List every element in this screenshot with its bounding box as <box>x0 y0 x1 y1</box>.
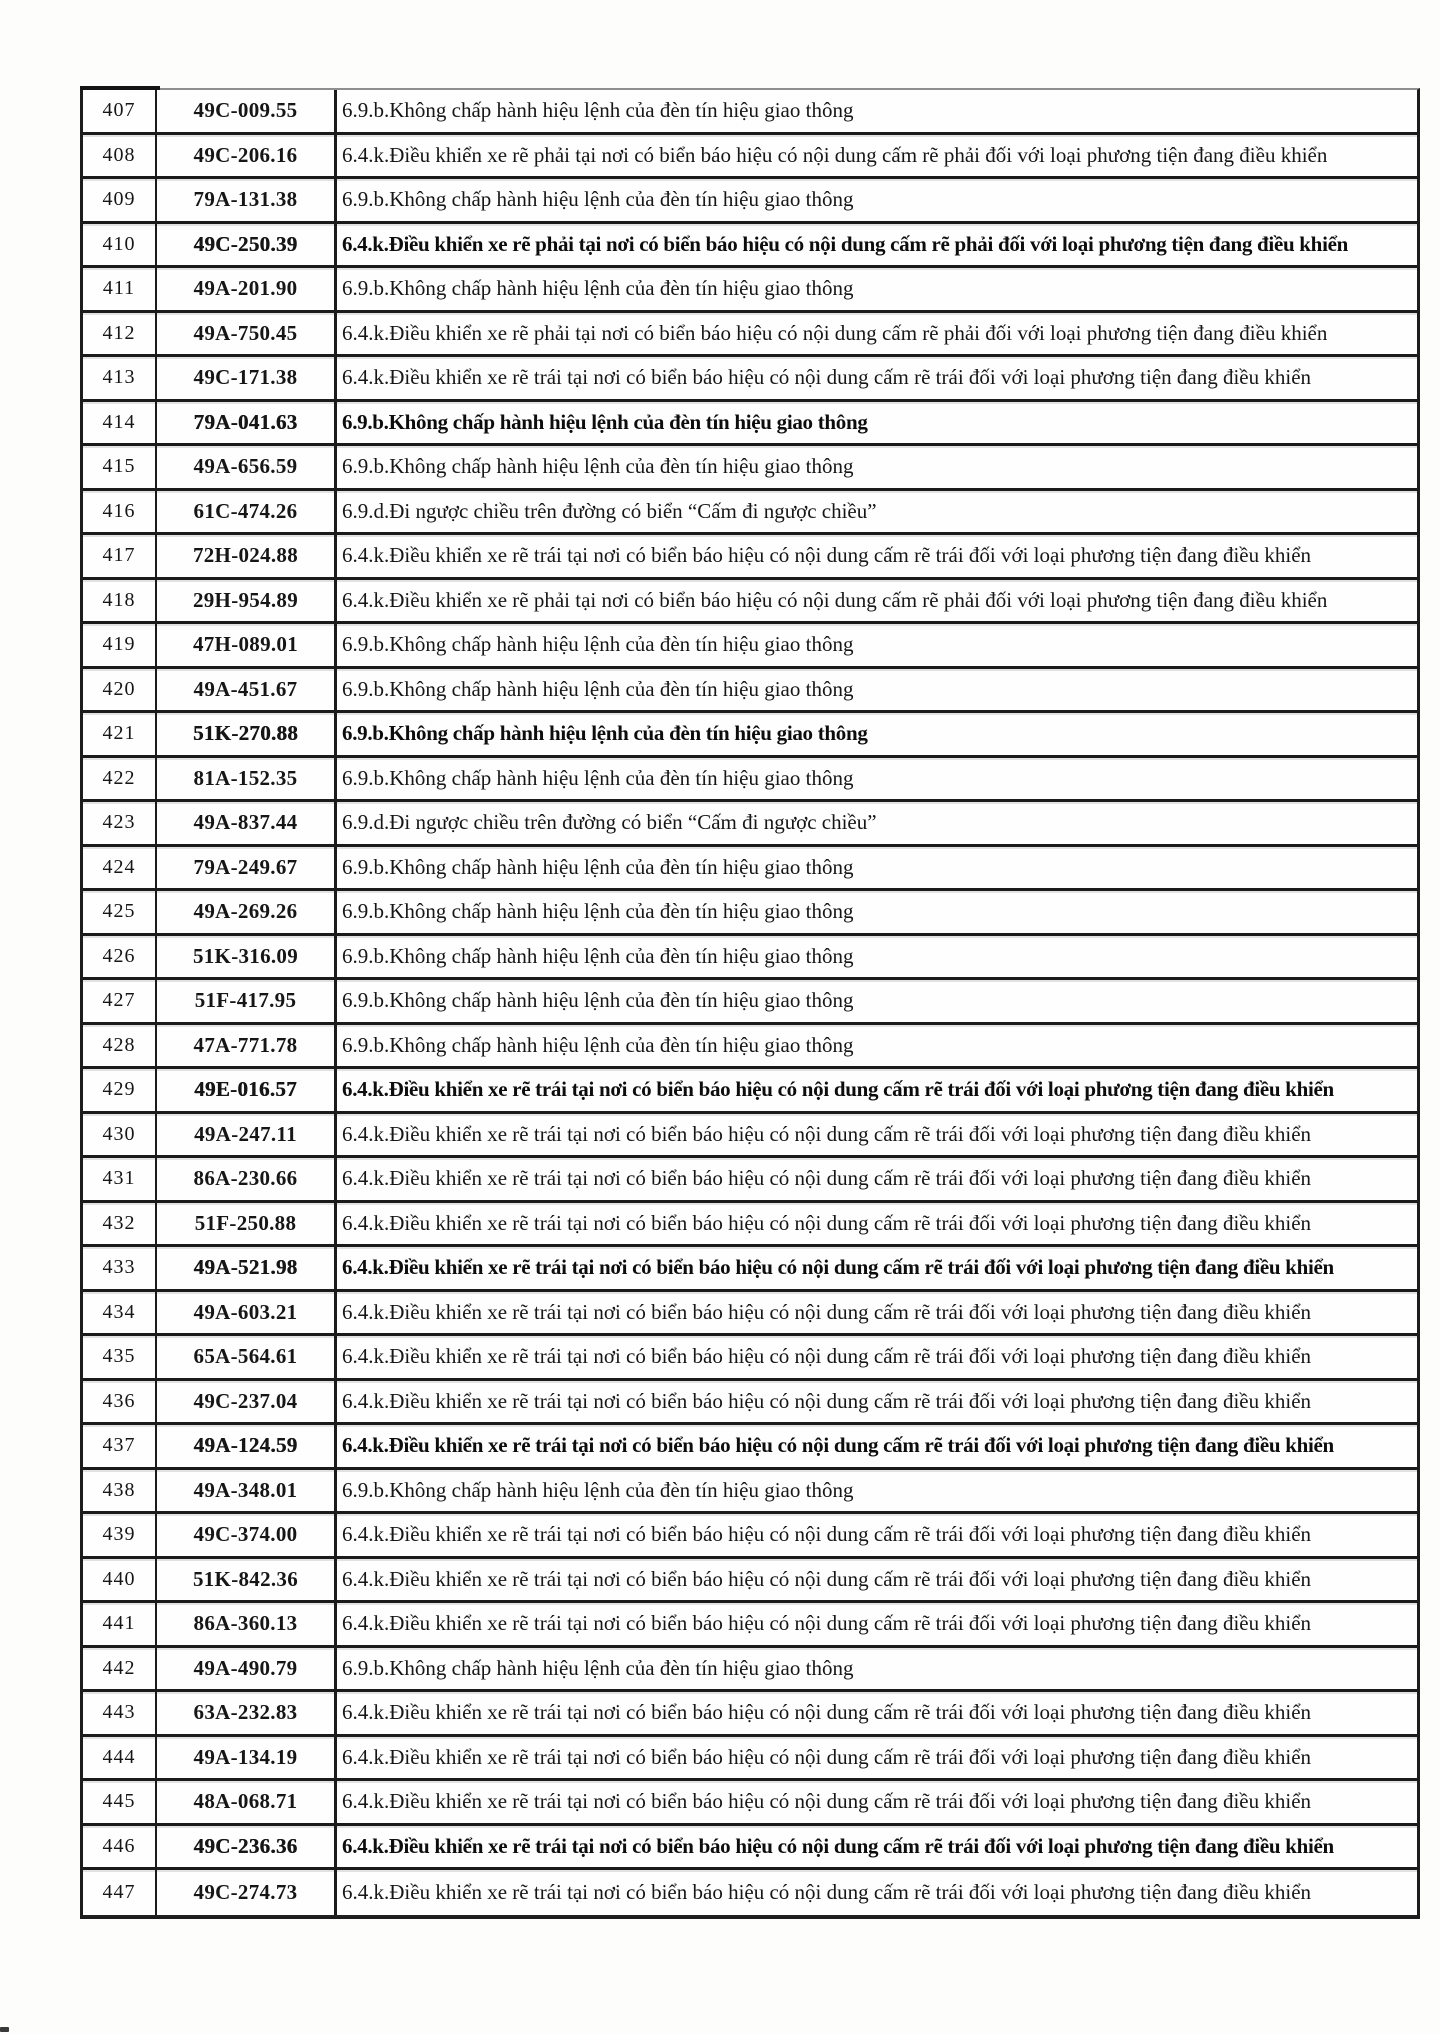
row-number: 426 <box>102 944 136 967</box>
violation-cell <box>337 1069 1417 1111</box>
plate-cell <box>157 1603 337 1645</box>
row-number: 444 <box>102 1745 136 1768</box>
row-number: 439 <box>102 1523 136 1546</box>
violation-cell <box>337 1870 1417 1915</box>
plate-cell <box>157 1425 337 1467</box>
plate-number: 49A-134.19 <box>193 1744 298 1769</box>
row-number-cell <box>83 1603 157 1645</box>
violation-cell <box>337 224 1417 266</box>
violation-text: 6.4.k.Điều khiển xe rẽ trái tại nơi có biển báo hiệu có nội dung cấm rẽ trái đối với loại phương tiện đang điều khiển <box>342 1744 1312 1769</box>
plate-cell <box>157 446 337 488</box>
row-number-cell <box>83 1203 157 1245</box>
plate-cell <box>157 1559 337 1601</box>
row-number: 412 <box>102 321 136 344</box>
table-row <box>83 1425 1417 1470</box>
violation-text: 6.4.k.Điều khiển xe rẽ trái tại nơi có biển báo hiệu có nội dung cấm rẽ trái đối với loại phương tiện đang điều khiển <box>342 1121 1312 1146</box>
row-number: 407 <box>102 99 136 122</box>
violation-text: 6.9.b.Không chấp hành hiệu lệnh của đèn tín hiệu giao thông <box>342 765 854 790</box>
plate-cell <box>157 268 337 310</box>
violation-text: 6.9.b.Không chấp hành hiệu lệnh của đèn tín hiệu giao thông <box>342 988 854 1013</box>
table-row <box>83 580 1417 625</box>
row-number: 429 <box>102 1078 136 1101</box>
violation-cell <box>337 758 1417 800</box>
plate-number: 49A-124.59 <box>193 1433 298 1458</box>
violation-cell <box>337 580 1417 622</box>
plate-number: 61C-474.26 <box>193 498 298 523</box>
plate-cell <box>157 402 337 444</box>
violation-cell <box>337 268 1417 310</box>
plate-number: 49A-521.98 <box>193 1255 298 1280</box>
violation-text: 6.4.k.Điều khiển xe rẽ trái tại nơi có biển báo hiệu có nội dung cấm rẽ trái đối với loại phương tiện đang điều khiển <box>342 1255 1334 1280</box>
violation-text: 6.9.b.Không chấp hành hiệu lệnh của đèn tín hiệu giao thông <box>342 409 868 434</box>
row-number: 436 <box>102 1389 136 1412</box>
row-number-cell <box>83 535 157 577</box>
violation-text: 6.9.d.Đi ngược chiều trên đường có biển “Cấm đi ngược chiều” <box>342 498 877 523</box>
table-row <box>83 357 1417 402</box>
violation-table <box>80 88 1420 1919</box>
row-number-cell <box>83 713 157 755</box>
row-number-cell <box>83 1247 157 1289</box>
plate-number: 49C-250.39 <box>193 231 298 256</box>
violation-text: 6.9.b.Không chấp hành hiệu lệnh của đèn tín hiệu giao thông <box>342 632 854 657</box>
row-number: 409 <box>102 188 136 211</box>
row-number-cell <box>83 1425 157 1467</box>
row-number-cell <box>83 1292 157 1334</box>
plate-number: 86A-230.66 <box>193 1166 298 1191</box>
violation-cell <box>337 1514 1417 1556</box>
row-number: 447 <box>102 1880 136 1903</box>
violation-text: 6.4.k.Điều khiển xe rẽ trái tại nơi có biển báo hiệu có nội dung cấm rẽ trái đối với loại phương tiện đang điều khiển <box>342 1344 1312 1369</box>
row-number-cell <box>83 1559 157 1601</box>
row-number-cell <box>83 179 157 221</box>
plate-cell <box>157 758 337 800</box>
table-row <box>83 847 1417 892</box>
plate-number: 49A-348.01 <box>193 1477 298 1502</box>
violation-text: 6.9.b.Không chấp hành hiệu lệnh của đèn tín hiệu giao thông <box>342 276 854 301</box>
violation-cell <box>337 535 1417 577</box>
plate-cell <box>157 90 337 132</box>
table-row <box>83 1247 1417 1292</box>
violation-text: 6.9.b.Không chấp hành hiệu lệnh của đèn tín hiệu giao thông <box>342 187 854 212</box>
violation-text: 6.9.b.Không chấp hành hiệu lệnh của đèn tín hiệu giao thông <box>342 1477 854 1502</box>
violation-cell <box>337 1203 1417 1245</box>
table-row <box>83 446 1417 491</box>
row-number: 422 <box>102 766 136 789</box>
row-number: 435 <box>102 1345 136 1368</box>
row-number-cell <box>83 1737 157 1779</box>
row-number-cell <box>83 1470 157 1512</box>
violation-text: 6.4.k.Điều khiển xe rẽ trái tại nơi có biển báo hiệu có nội dung cấm rẽ trái đối với loại phương tiện đang điều khiển <box>342 1700 1312 1725</box>
plate-cell <box>157 580 337 622</box>
violation-text: 6.9.b.Không chấp hành hiệu lệnh của đèn tín hiệu giao thông <box>342 899 854 924</box>
table-row <box>83 535 1417 580</box>
plate-number: 49A-247.11 <box>194 1121 297 1146</box>
table-row <box>83 1336 1417 1381</box>
plate-cell <box>157 535 337 577</box>
table-row <box>83 1470 1417 1515</box>
plate-cell <box>157 1114 337 1156</box>
violation-cell <box>337 669 1417 711</box>
row-number-cell <box>83 1648 157 1690</box>
plate-cell <box>157 624 337 666</box>
plate-cell <box>157 1870 337 1915</box>
scan-speck <box>0 2027 9 2032</box>
row-number: 418 <box>102 588 136 611</box>
row-number: 433 <box>102 1256 136 1279</box>
violation-cell <box>337 847 1417 889</box>
plate-cell <box>157 313 337 355</box>
plate-number: 49C-236.36 <box>193 1833 298 1858</box>
violation-cell <box>337 624 1417 666</box>
violation-text: 6.4.k.Điều khiển xe rẽ trái tại nơi có biển báo hiệu có nội dung cấm rẽ trái đối với loại phương tiện đang điều khiển <box>342 1522 1312 1547</box>
row-number-cell <box>83 446 157 488</box>
row-number: 414 <box>102 410 136 433</box>
plate-number: 65A-564.61 <box>193 1344 298 1369</box>
plate-number: 49C-274.73 <box>193 1879 298 1904</box>
row-number-cell <box>83 1336 157 1378</box>
violation-text: 6.9.b.Không chấp hành hiệu lệnh của đèn tín hiệu giao thông <box>342 943 854 968</box>
row-number: 423 <box>102 811 136 834</box>
violation-text: 6.4.k.Điều khiển xe rẽ trái tại nơi có biển báo hiệu có nội dung cấm rẽ trái đối với loại phương tiện đang điều khiển <box>342 1833 1334 1858</box>
violation-cell <box>337 446 1417 488</box>
table-row <box>83 1692 1417 1737</box>
row-number: 408 <box>102 143 136 166</box>
violation-cell <box>337 713 1417 755</box>
row-number-cell <box>83 1069 157 1111</box>
row-number: 438 <box>102 1478 136 1501</box>
table-row <box>83 1114 1417 1159</box>
table-row <box>83 1737 1417 1782</box>
row-number: 430 <box>102 1122 136 1145</box>
row-number: 437 <box>102 1434 136 1457</box>
plate-number: 49A-201.90 <box>193 276 298 301</box>
plate-cell <box>157 491 337 533</box>
table-row <box>83 624 1417 669</box>
plate-cell <box>157 1781 337 1823</box>
row-number-cell <box>83 1158 157 1200</box>
table-row <box>83 1781 1417 1826</box>
row-number-cell <box>83 268 157 310</box>
table-row <box>83 1603 1417 1648</box>
violation-text: 6.4.k.Điều khiển xe rẽ trái tại nơi có biển báo hiệu có nội dung cấm rẽ trái đối với loại phương tiện đang điều khiển <box>342 1166 1312 1191</box>
violation-cell <box>337 1114 1417 1156</box>
row-number-cell <box>83 980 157 1022</box>
plate-cell <box>157 669 337 711</box>
plate-number: 47H-089.01 <box>192 632 299 657</box>
plate-number: 63A-232.83 <box>193 1700 298 1725</box>
plate-number: 79A-041.63 <box>193 409 298 434</box>
row-number: 427 <box>102 989 136 1012</box>
row-number: 419 <box>102 633 136 656</box>
violation-text: 6.4.k.Điều khiển xe rẽ phải tại nơi có biển báo hiệu có nội dung cấm rẽ phải đối với loại phương tiện đang điều khiển <box>342 587 1328 612</box>
violation-text: 6.4.k.Điều khiển xe rẽ phải tại nơi có biển báo hiệu có nội dung cấm rẽ phải đối với loại phương tiện đang điều khiển <box>342 320 1328 345</box>
violation-cell <box>337 1336 1417 1378</box>
plate-cell <box>157 1158 337 1200</box>
table-row <box>83 936 1417 981</box>
row-number-cell <box>83 802 157 844</box>
row-number-cell <box>83 847 157 889</box>
violation-cell <box>337 1648 1417 1690</box>
table-row <box>83 758 1417 803</box>
violation-cell <box>337 1158 1417 1200</box>
violation-cell <box>337 1247 1417 1289</box>
plate-number: 49C-171.38 <box>193 365 298 390</box>
plate-number: 49C-206.16 <box>193 142 298 167</box>
violation-text: 6.4.k.Điều khiển xe rẽ trái tại nơi có biển báo hiệu có nội dung cấm rẽ trái đối với loại phương tiện đang điều khiển <box>342 1299 1312 1324</box>
table-row <box>83 1158 1417 1203</box>
table-row <box>83 1381 1417 1426</box>
violation-text: 6.4.k.Điều khiển xe rẽ trái tại nơi có biển báo hiệu có nội dung cấm rẽ trái đối với loại phương tiện đang điều khiển <box>342 1077 1334 1102</box>
violation-cell <box>337 891 1417 933</box>
plate-cell <box>157 224 337 266</box>
plate-cell <box>157 1737 337 1779</box>
table-row <box>83 669 1417 714</box>
row-number: 440 <box>102 1567 136 1590</box>
plate-number: 49C-237.04 <box>193 1388 298 1413</box>
row-number-cell <box>83 135 157 177</box>
violation-cell <box>337 1292 1417 1334</box>
violation-text: 6.4.k.Điều khiển xe rẽ trái tại nơi có biển báo hiệu có nội dung cấm rẽ trái đối với loại phương tiện đang điều khiển <box>342 543 1312 568</box>
violation-cell <box>337 1781 1417 1823</box>
violation-cell <box>337 1470 1417 1512</box>
row-number: 434 <box>102 1300 136 1323</box>
violation-text: 6.4.k.Điều khiển xe rẽ phải tại nơi có biển báo hiệu có nội dung cấm rẽ phải đối với loại phương tiện đang điều khiển <box>342 231 1349 256</box>
row-number: 410 <box>102 232 136 255</box>
row-number: 421 <box>102 722 136 745</box>
plate-cell <box>157 1692 337 1734</box>
row-number-cell <box>83 90 157 132</box>
plate-number: 51K-316.09 <box>192 943 299 968</box>
violation-text: 6.4.k.Điều khiển xe rẽ trái tại nơi có biển báo hiệu có nội dung cấm rẽ trái đối với loại phương tiện đang điều khiển <box>342 1789 1312 1814</box>
plate-number: 49A-750.45 <box>193 320 298 345</box>
plate-number: 79A-249.67 <box>193 854 298 879</box>
plate-cell <box>157 891 337 933</box>
row-number-cell <box>83 1692 157 1734</box>
plate-number: 79A-131.38 <box>193 187 298 212</box>
table-row <box>83 713 1417 758</box>
plate-number: 49A-837.44 <box>193 810 298 835</box>
table-row <box>83 1292 1417 1337</box>
row-number: 425 <box>102 900 136 923</box>
row-number: 442 <box>102 1656 136 1679</box>
row-number-cell <box>83 891 157 933</box>
plate-cell <box>157 1336 337 1378</box>
violation-cell <box>337 357 1417 399</box>
row-number: 420 <box>102 677 136 700</box>
plate-number: 49E-016.57 <box>194 1077 297 1102</box>
violation-cell <box>337 135 1417 177</box>
table-row <box>83 90 1417 135</box>
table-row <box>83 1826 1417 1871</box>
violation-text: 6.9.b.Không chấp hành hiệu lệnh của đèn tín hiệu giao thông <box>342 1655 854 1680</box>
row-number-cell <box>83 1114 157 1156</box>
plate-number: 51F-417.95 <box>194 988 297 1013</box>
row-number-cell <box>83 1826 157 1868</box>
row-number-cell <box>83 402 157 444</box>
plate-cell <box>157 980 337 1022</box>
violation-cell <box>337 313 1417 355</box>
row-number: 431 <box>102 1167 136 1190</box>
plate-number: 49A-656.59 <box>193 454 298 479</box>
row-number-cell <box>83 313 157 355</box>
table-row <box>83 1025 1417 1070</box>
violation-text: 6.4.k.Điều khiển xe rẽ trái tại nơi có biển báo hiệu có nội dung cấm rẽ trái đối với loại phương tiện đang điều khiển <box>342 365 1312 390</box>
violation-text: 6.4.k.Điều khiển xe rẽ trái tại nơi có biển báo hiệu có nội dung cấm rẽ trái đối với loại phương tiện đang điều khiển <box>342 1879 1312 1904</box>
plate-cell <box>157 1069 337 1111</box>
violation-text: 6.9.b.Không chấp hành hiệu lệnh của đèn tín hiệu giao thông <box>342 98 854 123</box>
plate-cell <box>157 1826 337 1868</box>
plate-cell <box>157 357 337 399</box>
row-number-cell <box>83 1781 157 1823</box>
row-number-cell <box>83 1514 157 1556</box>
row-number: 446 <box>102 1834 136 1857</box>
violation-cell <box>337 402 1417 444</box>
plate-cell <box>157 713 337 755</box>
table-row <box>83 1203 1417 1248</box>
plate-number: 49A-269.26 <box>193 899 298 924</box>
violation-text: 6.4.k.Điều khiển xe rẽ trái tại nơi có biển báo hiệu có nội dung cấm rẽ trái đối với loại phương tiện đang điều khiển <box>342 1433 1334 1458</box>
row-number-cell <box>83 758 157 800</box>
row-number-cell <box>83 224 157 266</box>
plate-number: 51F-250.88 <box>194 1210 297 1235</box>
plate-number: 86A-360.13 <box>193 1611 298 1636</box>
row-number: 417 <box>102 544 136 567</box>
violation-cell <box>337 1559 1417 1601</box>
plate-cell <box>157 1514 337 1556</box>
plate-cell <box>157 1247 337 1289</box>
plate-number: 51K-842.36 <box>192 1566 299 1591</box>
plate-number: 72H-024.88 <box>192 543 299 568</box>
violation-text: 6.4.k.Điều khiển xe rẽ trái tại nơi có biển báo hiệu có nội dung cấm rẽ trái đối với loại phương tiện đang điều khiển <box>342 1210 1312 1235</box>
violation-text: 6.9.b.Không chấp hành hiệu lệnh của đèn tín hiệu giao thông <box>342 454 854 479</box>
plate-cell <box>157 1648 337 1690</box>
plate-cell <box>157 179 337 221</box>
row-number: 415 <box>102 455 136 478</box>
row-number-cell <box>83 624 157 666</box>
plate-number: 49A-490.79 <box>193 1655 298 1680</box>
row-number: 428 <box>102 1033 136 1056</box>
table-row <box>83 1870 1417 1915</box>
table-row <box>83 891 1417 936</box>
row-number-cell <box>83 1381 157 1423</box>
violation-cell <box>337 1381 1417 1423</box>
table-row <box>83 224 1417 269</box>
row-number-cell <box>83 669 157 711</box>
violation-text: 6.9.b.Không chấp hành hiệu lệnh của đèn tín hiệu giao thông <box>342 1032 854 1057</box>
violation-cell <box>337 1025 1417 1067</box>
row-number: 445 <box>102 1790 136 1813</box>
table-row <box>83 268 1417 313</box>
row-number: 416 <box>102 499 136 522</box>
row-number-cell <box>83 1870 157 1915</box>
violation-text: 6.4.k.Điều khiển xe rẽ phải tại nơi có biển báo hiệu có nội dung cấm rẽ phải đối với loại phương tiện đang điều khiển <box>342 142 1328 167</box>
table-row <box>83 402 1417 447</box>
table-row <box>83 491 1417 536</box>
row-number: 432 <box>102 1211 136 1234</box>
violation-cell <box>337 1425 1417 1467</box>
table-top-border-segment <box>80 86 160 90</box>
table-row <box>83 1514 1417 1559</box>
row-number: 443 <box>102 1701 136 1724</box>
violation-cell <box>337 802 1417 844</box>
violation-text: 6.9.d.Đi ngược chiều trên đường có biển “Cấm đi ngược chiều” <box>342 810 877 835</box>
violation-text: 6.4.k.Điều khiển xe rẽ trái tại nơi có biển báo hiệu có nội dung cấm rẽ trái đối với loại phương tiện đang điều khiển <box>342 1388 1312 1413</box>
violation-text: 6.9.b.Không chấp hành hiệu lệnh của đèn tín hiệu giao thông <box>342 854 854 879</box>
plate-cell <box>157 1292 337 1334</box>
row-number: 441 <box>102 1612 136 1635</box>
violation-text: 6.4.k.Điều khiển xe rẽ trái tại nơi có biển báo hiệu có nội dung cấm rẽ trái đối với loại phương tiện đang điều khiển <box>342 1611 1312 1636</box>
plate-cell <box>157 802 337 844</box>
table-row <box>83 1069 1417 1114</box>
row-number-cell <box>83 357 157 399</box>
table-row <box>83 1648 1417 1693</box>
table-row <box>83 1559 1417 1604</box>
violation-cell <box>337 1692 1417 1734</box>
violation-text: 6.9.b.Không chấp hành hiệu lệnh của đèn tín hiệu giao thông <box>342 676 854 701</box>
plate-number: 49A-451.67 <box>193 676 298 701</box>
violation-cell <box>337 1737 1417 1779</box>
plate-number: 81A-152.35 <box>193 765 298 790</box>
table-row <box>83 135 1417 180</box>
plate-number: 49A-603.21 <box>193 1299 298 1324</box>
plate-number: 49C-009.55 <box>193 98 298 123</box>
row-number-cell <box>83 580 157 622</box>
plate-number: 48A-068.71 <box>193 1789 298 1814</box>
violation-cell <box>337 1826 1417 1868</box>
table-row <box>83 179 1417 224</box>
plate-number: 47A-771.78 <box>193 1032 298 1057</box>
table-row <box>83 980 1417 1025</box>
plate-cell <box>157 1203 337 1245</box>
violation-cell <box>337 936 1417 978</box>
row-number: 424 <box>102 855 136 878</box>
table-row <box>83 802 1417 847</box>
violation-cell <box>337 1603 1417 1645</box>
violation-cell <box>337 179 1417 221</box>
plate-cell <box>157 135 337 177</box>
row-number-cell <box>83 1025 157 1067</box>
plate-cell <box>157 847 337 889</box>
row-number: 413 <box>102 366 136 389</box>
plate-cell <box>157 1470 337 1512</box>
row-number-cell <box>83 936 157 978</box>
table-row <box>83 313 1417 358</box>
plate-number: 29H-954.89 <box>192 587 299 612</box>
row-number: 411 <box>102 277 136 300</box>
plate-cell <box>157 1025 337 1067</box>
violation-cell <box>337 491 1417 533</box>
plate-number: 49C-374.00 <box>193 1522 298 1547</box>
plate-cell <box>157 936 337 978</box>
row-number-cell <box>83 491 157 533</box>
violation-cell <box>337 980 1417 1022</box>
plate-number: 51K-270.88 <box>192 721 299 746</box>
violation-text: 6.9.b.Không chấp hành hiệu lệnh của đèn tín hiệu giao thông <box>342 721 868 746</box>
violation-text: 6.4.k.Điều khiển xe rẽ trái tại nơi có biển báo hiệu có nội dung cấm rẽ trái đối với loại phương tiện đang điều khiển <box>342 1566 1312 1591</box>
plate-cell <box>157 1381 337 1423</box>
violation-cell <box>337 90 1417 132</box>
